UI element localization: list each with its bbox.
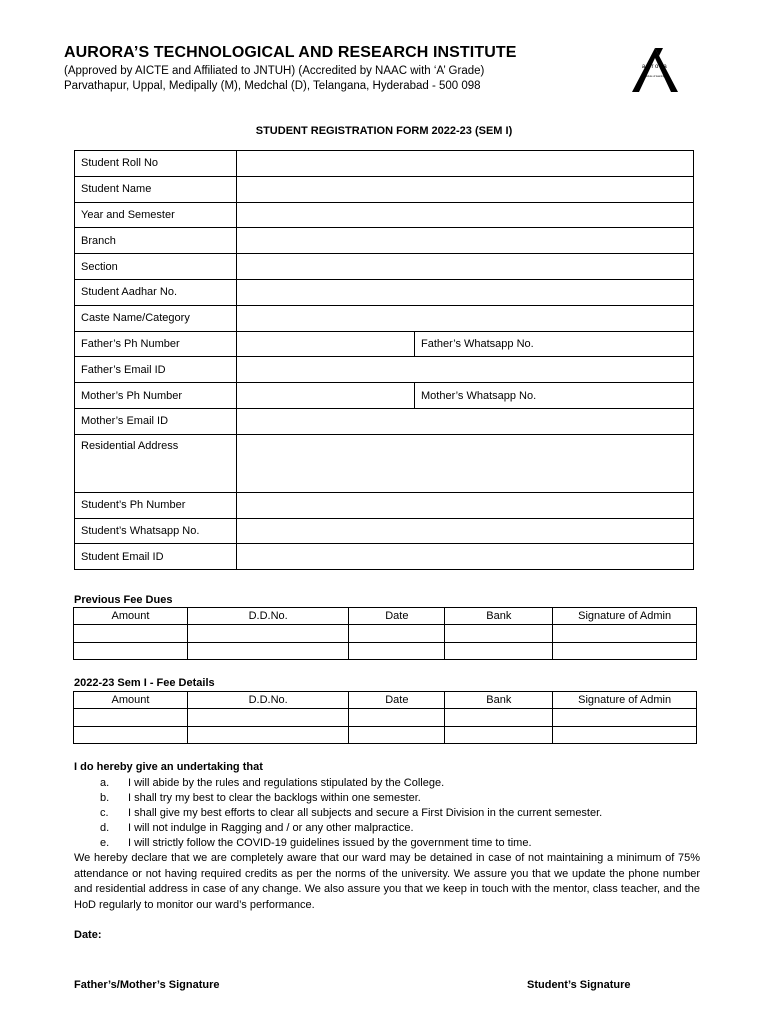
section-label: Section bbox=[75, 254, 237, 280]
row-student-email bbox=[75, 544, 694, 570]
fee-row bbox=[74, 625, 697, 643]
student-email-field[interactable] bbox=[237, 544, 694, 570]
amount-cell[interactable] bbox=[74, 726, 188, 744]
col-dd-no: D.D.No. bbox=[187, 692, 348, 709]
signature-cell[interactable] bbox=[553, 625, 697, 643]
undertaking-title: I do hereby give an undertaking that bbox=[74, 761, 263, 773]
col-bank: Bank bbox=[445, 692, 553, 709]
col-amount: Amount bbox=[74, 692, 188, 709]
father-ph-label: Father’s Ph Number bbox=[75, 331, 237, 357]
col-date: Date bbox=[349, 692, 445, 709]
undertaking-item: e. I will strictly follow the COVID-19 guidelines issued by the government time to time. bbox=[100, 837, 532, 849]
year-sem-field[interactable] bbox=[237, 202, 694, 228]
amount-cell[interactable] bbox=[74, 709, 188, 727]
col-amount: Amount bbox=[74, 608, 188, 625]
row-roll-no bbox=[75, 151, 694, 177]
father-email-field[interactable] bbox=[237, 357, 694, 383]
row-address bbox=[75, 434, 694, 492]
undertaking-item: a. I will abide by the rules and regulations stipulated by the College. bbox=[100, 777, 445, 789]
logo-text: aurora bbox=[641, 64, 669, 70]
current-fee-table bbox=[73, 691, 697, 744]
aadhar-label: Student Aadhar No. bbox=[75, 279, 237, 305]
institute-name: AURORA’S TECHNOLOGICAL AND RESEARCH INSTITUTE bbox=[64, 44, 517, 61]
col-date: Date bbox=[349, 608, 445, 625]
fee-header-row bbox=[74, 608, 697, 625]
row-mother-email bbox=[75, 408, 694, 434]
student-whatsapp-field[interactable] bbox=[237, 518, 694, 544]
aurora-logo bbox=[628, 46, 682, 94]
fee-row bbox=[74, 642, 697, 660]
col-signature: Signature of Admin bbox=[553, 608, 697, 625]
row-branch bbox=[75, 228, 694, 254]
previous-dues-title: Previous Fee Dues bbox=[74, 594, 173, 606]
student-name-label: Student Name bbox=[75, 176, 237, 202]
undertaking-item: c. I shall give my best efforts to clear all subjects and secure a First Division in the current semester. bbox=[100, 807, 603, 819]
fee-row bbox=[74, 709, 697, 727]
col-dd-no: D.D.No. bbox=[187, 608, 348, 625]
col-bank: Bank bbox=[445, 608, 553, 625]
institute-address: Parvathapur, Uppal, Medipally (M), Medchal (D), Telangana, Hyderabad - 500 098 bbox=[64, 80, 481, 92]
bank-cell[interactable] bbox=[445, 726, 553, 744]
row-mother-ph bbox=[75, 383, 694, 409]
row-year-sem bbox=[75, 202, 694, 228]
student-whatsapp-label: Student’s Whatsapp No. bbox=[75, 518, 237, 544]
row-section bbox=[75, 254, 694, 280]
bank-cell[interactable] bbox=[445, 709, 553, 727]
year-sem-label: Year and Semester bbox=[75, 202, 237, 228]
caste-label: Caste Name/Category bbox=[75, 305, 237, 331]
section-field[interactable] bbox=[237, 254, 694, 280]
student-signature-label: Student’s Signature bbox=[527, 979, 631, 991]
signature-cell[interactable] bbox=[553, 709, 697, 727]
current-fee-title: 2022-23 Sem I - Fee Details bbox=[74, 677, 215, 689]
student-ph-label: Student’s Ph Number bbox=[75, 492, 237, 518]
mother-ph-label: Mother’s Ph Number bbox=[75, 383, 237, 409]
student-details-table bbox=[74, 150, 694, 570]
row-father-email bbox=[75, 357, 694, 383]
undertaking-item: b. I shall try my best to clear the backlogs within one semester. bbox=[100, 792, 421, 804]
student-name-field[interactable] bbox=[237, 176, 694, 202]
parent-signature-label: Father’s/Mother’s Signature bbox=[74, 979, 220, 991]
bank-cell[interactable] bbox=[445, 642, 553, 660]
roll-no-field[interactable] bbox=[237, 151, 694, 177]
aadhar-field[interactable] bbox=[237, 279, 694, 305]
date-cell[interactable] bbox=[349, 709, 445, 727]
mother-email-field[interactable] bbox=[237, 408, 694, 434]
address-field[interactable] bbox=[237, 434, 694, 492]
caste-field[interactable] bbox=[237, 305, 694, 331]
date-label: Date: bbox=[74, 929, 102, 941]
student-email-label: Student Email ID bbox=[75, 544, 237, 570]
col-signature: Signature of Admin bbox=[553, 692, 697, 709]
bank-cell[interactable] bbox=[445, 625, 553, 643]
father-email-label: Father’s Email ID bbox=[75, 357, 237, 383]
fee-header-row bbox=[74, 692, 697, 709]
dd-no-cell[interactable] bbox=[187, 726, 348, 744]
amount-cell[interactable] bbox=[74, 625, 188, 643]
branch-field[interactable] bbox=[237, 228, 694, 254]
institute-approval: (Approved by AICTE and Affiliated to JNTUH) (Accredited by NAAC with ‘A’ Grade) bbox=[64, 65, 485, 77]
form-title: STUDENT REGISTRATION FORM 2022-23 (SEM I) bbox=[255, 125, 513, 137]
mother-whatsapp-label[interactable]: Mother’s Whatsapp No. bbox=[415, 383, 694, 409]
dd-no-cell[interactable] bbox=[187, 642, 348, 660]
previous-dues-table bbox=[73, 607, 697, 660]
father-ph-field[interactable] bbox=[237, 331, 415, 357]
declaration-paragraph: We hereby declare that we are completely aware that our ward may be detained in case of not maintaining a minimum of 75% attendance or not having required credits as per the norms of the university. We assure you that we update the phone number and residential address in case of any change. We also assure you that we keep in touch with the mentor, class teacher, and the HoD regularly to monitor our ward’s performance. bbox=[74, 852, 700, 911]
row-caste bbox=[75, 305, 694, 331]
date-cell[interactable] bbox=[349, 642, 445, 660]
date-cell[interactable] bbox=[349, 625, 445, 643]
amount-cell[interactable] bbox=[74, 642, 188, 660]
dd-no-cell[interactable] bbox=[187, 625, 348, 643]
fee-row bbox=[74, 726, 697, 744]
student-ph-field[interactable] bbox=[237, 492, 694, 518]
undertaking-item: d. I will not indulge in Ragging and / or any other malpractice. bbox=[100, 822, 414, 834]
branch-label: Branch bbox=[75, 228, 237, 254]
mother-email-label: Mother’s Email ID bbox=[75, 408, 237, 434]
signature-cell[interactable] bbox=[553, 642, 697, 660]
row-aadhar bbox=[75, 279, 694, 305]
dd-no-cell[interactable] bbox=[187, 709, 348, 727]
row-student-ph bbox=[75, 492, 694, 518]
row-father-ph bbox=[75, 331, 694, 357]
mother-ph-field[interactable] bbox=[237, 383, 415, 409]
signature-cell[interactable] bbox=[553, 726, 697, 744]
roll-no-label: Student Roll No bbox=[75, 151, 237, 177]
undertaking-list bbox=[100, 776, 602, 851]
address-label: Residential Address bbox=[75, 434, 237, 492]
row-student-whatsapp bbox=[75, 518, 694, 544]
father-whatsapp-label[interactable]: Father’s Whatsapp No. bbox=[415, 331, 694, 357]
row-student-name bbox=[75, 176, 694, 202]
logo-motto: culture of learning bbox=[645, 75, 665, 78]
date-cell[interactable] bbox=[349, 726, 445, 744]
